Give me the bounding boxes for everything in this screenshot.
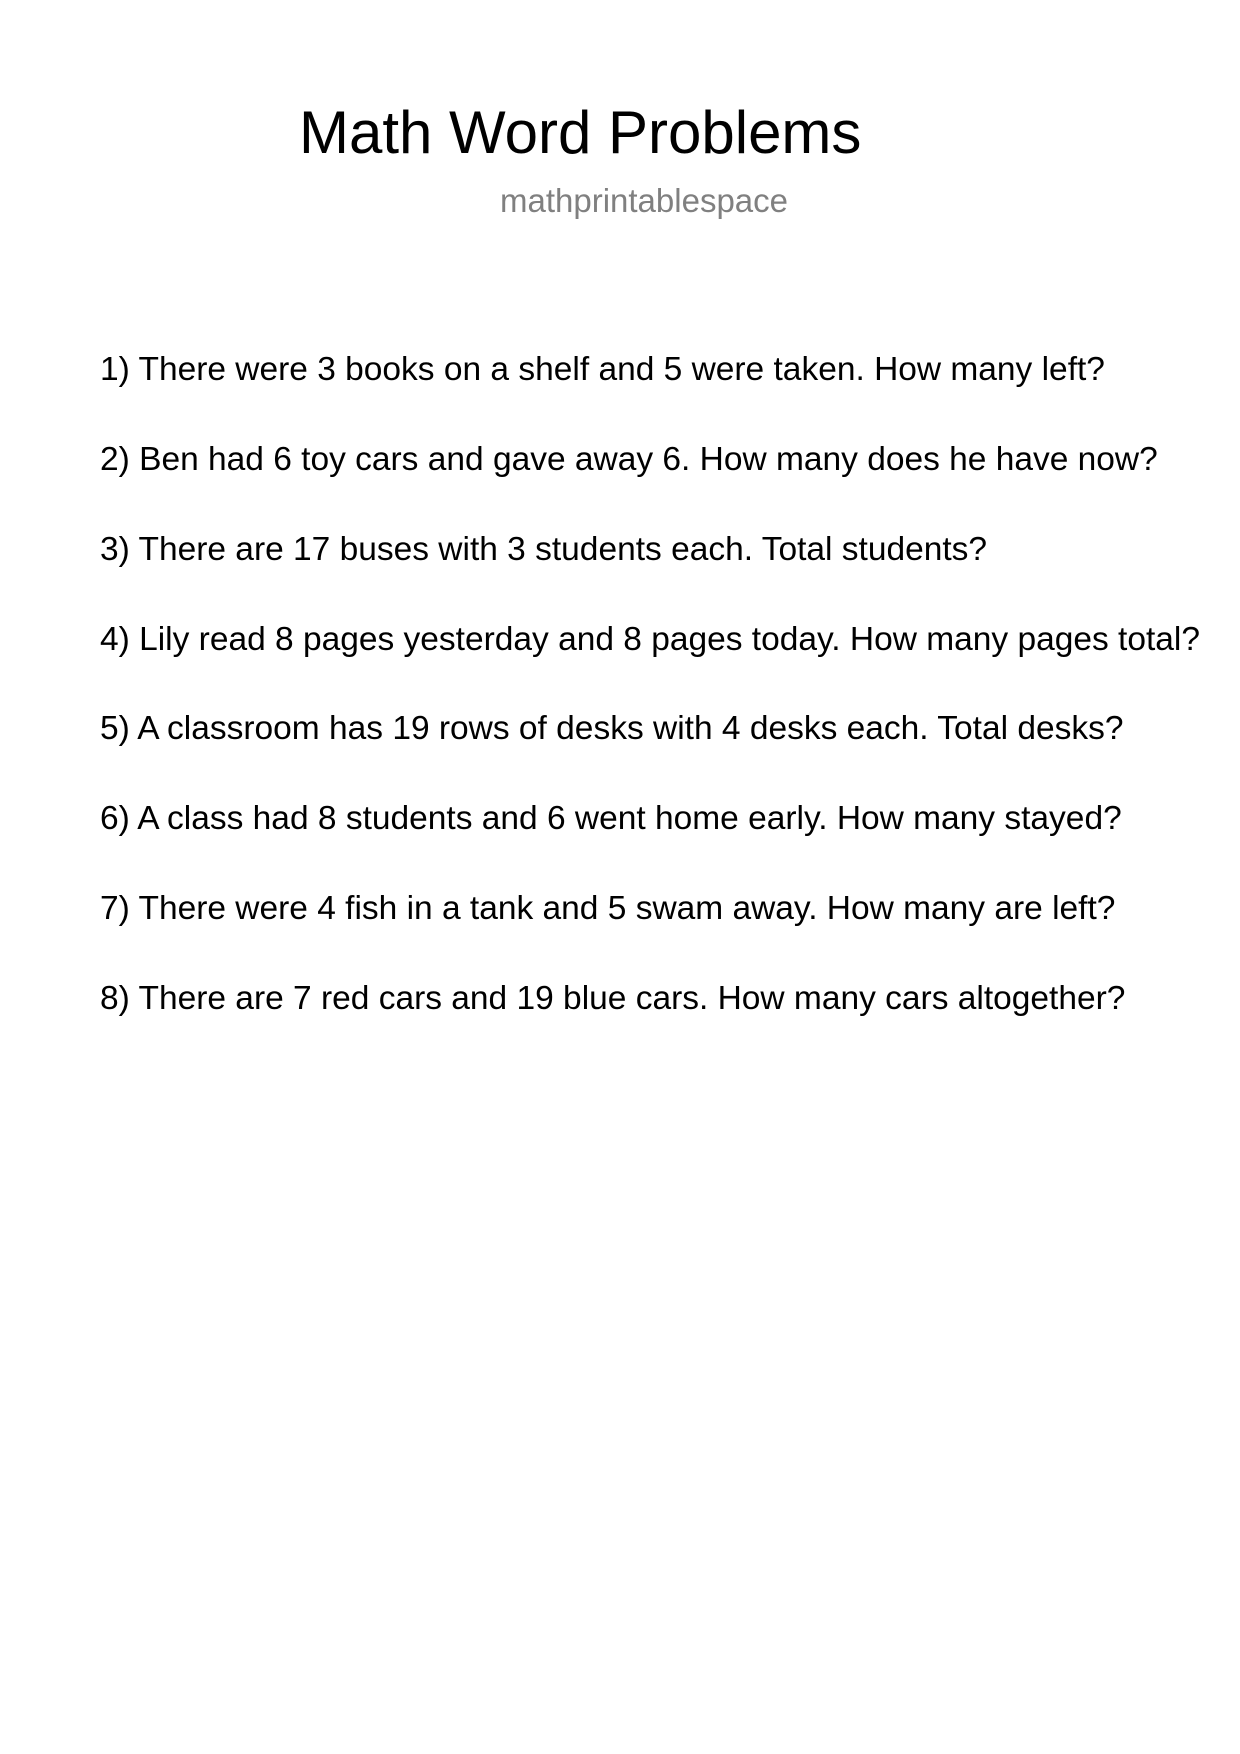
problem-item: 8) There are 7 red cars and 19 blue cars. How many cars altogether?	[100, 980, 1126, 1017]
problem-item: 6) A class had 8 students and 6 went home early. How many stayed?	[100, 800, 1122, 837]
site-subtitle: mathprintablespace	[500, 182, 789, 219]
problem-item: 3) There are 17 buses with 3 students each. Total students?	[100, 531, 988, 568]
problem-item: 7) There were 4 fish in a tank and 5 swam away. How many are left?	[100, 890, 1116, 927]
page-title: Math Word Problems	[299, 99, 862, 166]
problem-item: 2) Ben had 6 toy cars and gave away 6. How many does he have now?	[100, 441, 1158, 478]
problem-item: 4) Lily read 8 pages yesterday and 8 pages today. How many pages total?	[100, 621, 1200, 658]
problem-item: 1) There were 3 books on a shelf and 5 were taken. How many left?	[100, 351, 1105, 388]
problem-item: 5) A classroom has 19 rows of desks with 4 desks each. Total desks?	[100, 710, 1124, 747]
